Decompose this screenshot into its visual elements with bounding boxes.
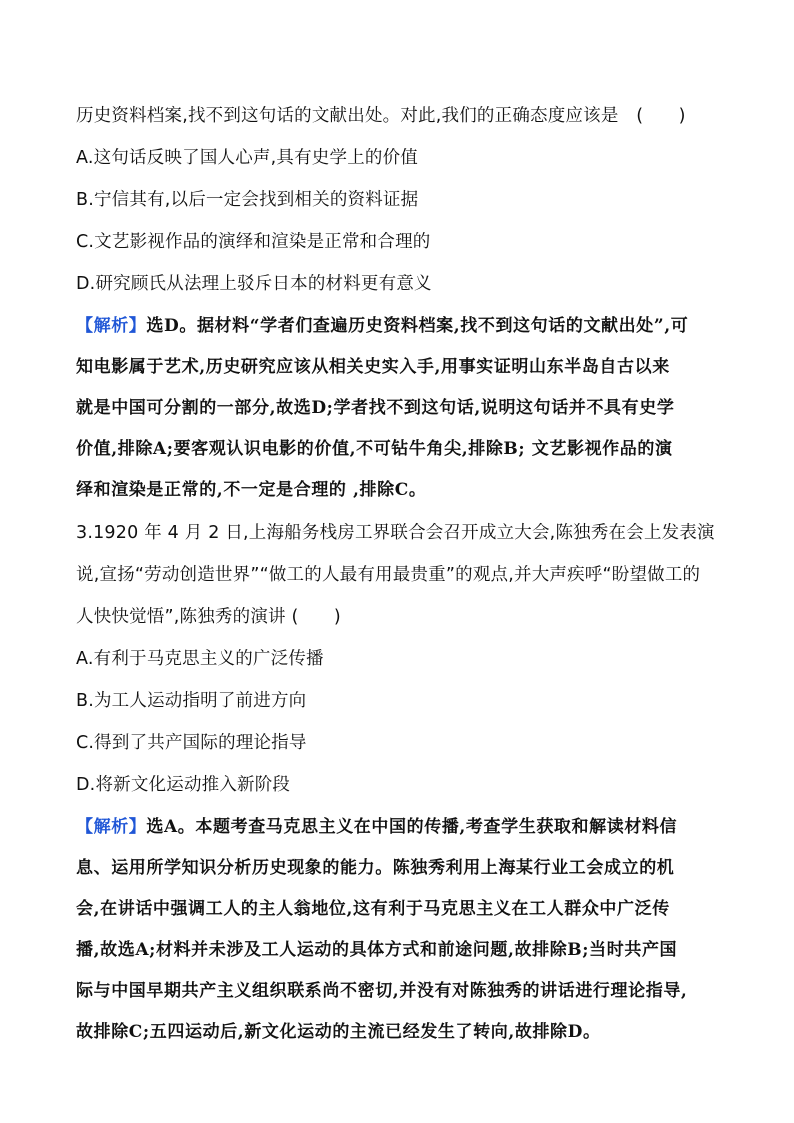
question-2-option-a: A.这句话反映了国人心声,具有史学上的价值 <box>76 148 418 168</box>
question-3-stem-line: 3.1920 年 4 月 2 日,上海船务栈房工界联合会召开成立大会,陈独秀在会上发表演 <box>76 523 715 543</box>
question-3-stem-line: 说,宣扬“劳动创造世界”“做工的人最有用最贵重”的观点,并大声疾呼“盼望做工的 <box>76 565 701 585</box>
analysis-tag: 【解析】 <box>76 817 147 837</box>
question-3-analysis-line: 息、运用所学知识分析历史现象的能力。陈独秀利用上海某行业工会成立的机 <box>76 858 675 878</box>
question-2-analysis-line: 就是中国可分割的一部分,故选D;学者找不到这句话,说明这句话并不具有史学 <box>76 398 675 418</box>
question-3-analysis-line: 播,故选A;材料并未涉及工人运动的具体方式和前途问题,故排除B;当时共产国 <box>76 940 678 960</box>
question-3-analysis-line: 际与中国早期共产主义组织联系尚不密切,并没有对陈独秀的讲话进行理论指导, <box>76 981 688 1001</box>
analysis-tag: 【解析】 <box>76 316 147 336</box>
question-2-analysis-line: 【解析】选D。据材料“学者们查遍历史资料档案,找不到这句话的文献出处”,可 <box>76 316 689 336</box>
question-2-analysis-line: 价值,排除A;要客观认识电影的价值,不可钻牛角尖,排除B; 文艺影视作品的演 <box>76 439 673 459</box>
question-2-option-c: C.文艺影视作品的演绎和渲染是正常和合理的 <box>76 232 431 252</box>
question-3-option-c: C.得到了共产国际的理论指导 <box>76 733 307 753</box>
question-3-option-d: D.将新文化运动推入新阶段 <box>76 775 291 795</box>
question-2-analysis-line: 绎和渲染是正常的,不一定是合理的 ,排除C。 <box>76 480 427 500</box>
question-2-stem: 历史资料档案,找不到这句话的文献出处。对此,我们的正确态度应该是 ( ) <box>76 106 686 126</box>
question-3-analysis-line: 【解析】选A。本题考查马克思主义在中国的传播,考查学生获取和解读材料信 <box>76 817 678 837</box>
question-2-option-d: D.研究顾氏从法理上驳斥日本的材料更有意义 <box>76 274 432 294</box>
question-3-option-a: A.有利于马克思主义的广泛传播 <box>76 649 324 669</box>
question-3-stem-line: 人快快觉悟”,陈独秀的演讲 ( ) <box>76 607 341 627</box>
question-3-option-b: B.为工人运动指明了前进方向 <box>76 691 307 711</box>
question-2-option-b: B.宁信其有,以后一定会找到相关的资料证据 <box>76 190 419 210</box>
question-3-analysis-line: 会,在讲话中强调工人的主人翁地位,这有利于马克思主义在工人群众中广泛传 <box>76 899 670 919</box>
question-2-analysis-line: 知电影属于艺术,历史研究应该从相关史实入手,用事实证明山东半岛自古以来 <box>76 357 670 377</box>
question-3-analysis-line: 故排除C;五四运动后,新文化运动的主流已经发生了转向,故排除D。 <box>76 1022 601 1042</box>
